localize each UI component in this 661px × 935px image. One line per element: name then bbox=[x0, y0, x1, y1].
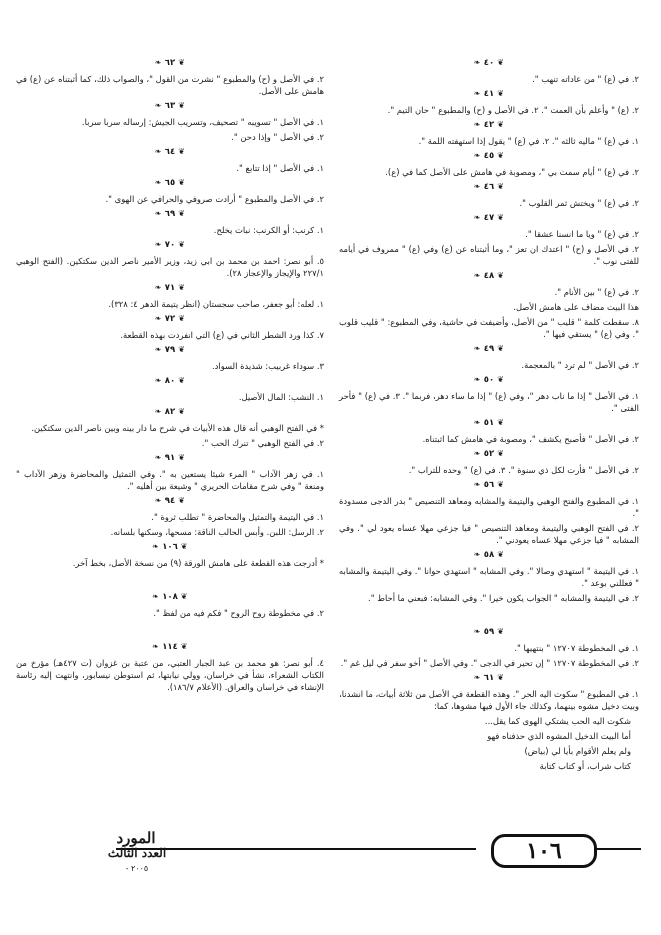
poem-number-marker bbox=[339, 479, 639, 491]
ornament-icon: ❦ bbox=[497, 151, 505, 160]
footnote: ٢. في (ع) " ويا ما انسنا عشقا ". bbox=[525, 229, 639, 239]
poem-number: ١٠٦ bbox=[162, 542, 178, 552]
footnote: ١. في اليتيمة والتمثيل والمحاضرة " تطلب ثروة ". bbox=[151, 512, 324, 522]
footnote: ٢. في الأصل " فأصبح يكشف "، ومصوبة في هامش كما اثبتناه. bbox=[422, 434, 639, 444]
poem-number-marker bbox=[339, 181, 639, 193]
ornament-icon: ❦ bbox=[497, 418, 505, 427]
poem-number-marker bbox=[339, 150, 639, 162]
poem-number: ٤١ bbox=[483, 89, 495, 99]
poem-number: ٦١ bbox=[483, 673, 495, 683]
footnotes-left-column bbox=[16, 54, 324, 696]
spacer bbox=[16, 572, 324, 588]
poem-number: ٦٥ bbox=[164, 178, 176, 188]
footnote: ١. في الأصل " تسويبه " تصحيف، وتسريب الجيش: إرساله سربا سربا. bbox=[81, 117, 324, 127]
footnote: ٢. في (ع) " أيام سمت بي "، ومصوبة في هامش على الأصل كما في (ع). bbox=[385, 167, 639, 177]
ornament-icon: ❦ bbox=[497, 550, 505, 559]
ornament-icon: ❧ bbox=[473, 120, 481, 129]
footnote: ٣. سوداء غربيب: شديدة السواد. bbox=[212, 361, 324, 371]
ornament-icon: ❧ bbox=[473, 550, 481, 559]
footnote: ٢. في المخطوطة ١٢٧٠٧ " إن تحير في الدجى ". وفي الأصل " أخو سفر في ليل غم ". bbox=[340, 658, 639, 668]
footnote: ٢. في الأصل " فأرت لكل ذي سنوة ". ٣. في (ع) " وحده للتراب ". bbox=[408, 465, 639, 475]
ornament-icon: ❧ bbox=[154, 496, 162, 505]
ornament-icon: ❦ bbox=[178, 283, 186, 292]
poem-number-marker bbox=[16, 344, 324, 356]
footnote: ١. النشب: المال الأصيل. bbox=[238, 392, 324, 402]
ornament-icon: ❧ bbox=[473, 182, 481, 191]
ornament-icon: ❧ bbox=[154, 209, 162, 218]
ornament-icon: ❧ bbox=[473, 627, 481, 636]
ornament-icon: ❦ bbox=[497, 120, 505, 129]
ornament-icon: ❦ bbox=[180, 542, 188, 551]
journal-title: المورد bbox=[116, 829, 156, 847]
poem-number-marker bbox=[16, 146, 324, 158]
poem-number-marker bbox=[16, 375, 324, 387]
poem-number-marker bbox=[16, 591, 324, 603]
ornament-icon: ❦ bbox=[178, 345, 186, 354]
ornament-icon: ❧ bbox=[473, 271, 481, 280]
footnote: ٢. في الفتح الوهبي " تنرك الحب ". bbox=[201, 438, 324, 448]
footnote: ١. في الأصل " إذا ما ناب دهر "، وفي (ع) " إذا ما ساء دهر، فربما ". ٣. في (ع) " فأحر الفتى ". bbox=[339, 391, 639, 413]
ornament-icon: ❦ bbox=[497, 375, 505, 384]
footnote: ٢. في (ع) " من عاداته تنهب ". bbox=[532, 74, 639, 84]
poem-number: ٥٢ bbox=[483, 449, 495, 459]
poem-number-marker bbox=[339, 343, 639, 355]
footnote: ١. كرنب: أو الكرنب: نبات يخلح. bbox=[213, 225, 324, 235]
ornament-icon: ❦ bbox=[178, 453, 186, 462]
spacer bbox=[16, 622, 324, 638]
poem-number: ٧٩ bbox=[164, 345, 176, 355]
poem-number-marker bbox=[339, 119, 639, 131]
poem-number: ٤٥ bbox=[483, 151, 495, 161]
ornament-icon: ❧ bbox=[473, 213, 481, 222]
ornament-icon: ❧ bbox=[154, 453, 162, 462]
footnote: ٨. سقطت كلمة " قليب " من الأصل، وأضيفت في حاشية، وفي المطبوع: " قليب قلوب ". وفي (ع) " يستقي فيها ". bbox=[339, 317, 639, 339]
ornament-icon: ❧ bbox=[154, 147, 162, 156]
footnote: ٢. في (ع) " بين الأنام ". bbox=[554, 287, 639, 297]
ornament-icon: ❦ bbox=[178, 240, 186, 249]
footnote: ١. في الأصل " إذا تتابع ". bbox=[236, 163, 324, 173]
ornament-icon: ❧ bbox=[154, 376, 162, 385]
ornament-icon: ❧ bbox=[473, 58, 481, 67]
ornament-icon: ❧ bbox=[154, 58, 162, 67]
ornament-icon: ❧ bbox=[154, 314, 162, 323]
ornament-icon: ❦ bbox=[497, 449, 505, 458]
footnote: ١. في المطبوع والفتح الوهبي واليتيمة والمشابه ومعاهد التنصيص " بدر الدجى مسدودة ". bbox=[339, 496, 639, 518]
ornament-icon: ❧ bbox=[473, 151, 481, 160]
ornament-icon: ❦ bbox=[178, 209, 186, 218]
ornament-icon: ❦ bbox=[178, 178, 186, 187]
poem-number: ٧١ bbox=[164, 283, 176, 293]
ornament-icon: ❦ bbox=[497, 58, 505, 67]
poem-number: ٥١ bbox=[483, 418, 495, 428]
footnote: ١. في اليتيمة " استهدي وصالا ". وفي المشابه " استهدي حوانا ". وفي اليتيمة والمشابه " فعللني بوعد ". bbox=[339, 566, 639, 588]
ornament-icon: ❦ bbox=[178, 101, 186, 110]
footnote: ٢. في الأصل " لم ترد " بالمعجمة. bbox=[521, 360, 639, 370]
poem-number: ٥٠ bbox=[483, 375, 495, 385]
ornament-icon: ❦ bbox=[180, 592, 188, 601]
poem-number: ١١٤ bbox=[162, 642, 178, 652]
poem-number-marker bbox=[339, 270, 639, 282]
poem-number: ٤٨ bbox=[483, 271, 495, 281]
poem-number-marker bbox=[339, 672, 639, 684]
ornament-icon: ❦ bbox=[497, 271, 505, 280]
footnote: هذا البيت مضاف على هامش الأصل. bbox=[513, 302, 639, 312]
footnote: ٢. في (ع) " ويختش ثمر القلوب ". bbox=[519, 198, 639, 208]
footnote: ٢. في الأصل والمطبوع " أرادت صروفي والحرافي عن الهوى ". bbox=[105, 194, 324, 204]
poem-number: ٦٤ bbox=[164, 147, 176, 157]
footnote: ٢. في اليتيمة والمشابه " الجواب يكون خيرا ". وفي المشابه: فبعني ما أحاط ". bbox=[368, 593, 639, 603]
ornament-icon: ❧ bbox=[473, 480, 481, 489]
poem-number: ٩١ bbox=[164, 453, 176, 463]
ornament-icon: ❧ bbox=[473, 449, 481, 458]
ornament-icon: ❧ bbox=[473, 673, 481, 682]
poem-number: ٤٦ bbox=[483, 182, 495, 192]
ornament-icon: ❦ bbox=[178, 58, 186, 67]
footnote: ٢. في مخطوطة روح الروح " فكم فيه من لفظ ". bbox=[153, 608, 324, 618]
poem-number-marker bbox=[339, 374, 639, 386]
poem-number-marker bbox=[16, 495, 324, 507]
ornament-icon: ❦ bbox=[497, 344, 505, 353]
ornament-icon: ❦ bbox=[497, 673, 505, 682]
footnote: ٢. في الأصل " وإذا دحن ". bbox=[231, 132, 324, 142]
poem-number-marker bbox=[16, 406, 324, 418]
ornament-icon: ❦ bbox=[178, 314, 186, 323]
poem-number: ٦٢ bbox=[164, 58, 176, 68]
poem-number: ٧٠ bbox=[164, 240, 176, 250]
ornament-icon: ❦ bbox=[497, 627, 505, 636]
journal-issue bbox=[92, 846, 182, 876]
footnote: شكوت اليه الحب يشتكي الهوى كما يقل... bbox=[484, 716, 631, 726]
footnote: * في الفتح الوهبي أنه قال هذه الأبيات في شرح ما دار بينه وبين ناصر الدين سكتكين. bbox=[31, 423, 324, 433]
poem-number-marker bbox=[339, 549, 639, 561]
poem-number-marker bbox=[16, 100, 324, 112]
poem-number: ٦٣ bbox=[164, 101, 176, 111]
footnote: ٧. كذا ورد الشطر الثاني في (ع) التي انفردت بهذه القطعة. bbox=[120, 330, 324, 340]
poem-number: ٤٧ bbox=[483, 213, 495, 223]
poem-number-marker bbox=[339, 448, 639, 460]
ornament-icon: ❦ bbox=[497, 182, 505, 191]
footnote: ٤. أبو نصر: هو محمد بن عبد الجبار العتبي، من عتبة بن غزوان (ت ٤٢٧هـ) مؤرخ من الكتاب الشعراء، نشأ في خراسان، وولي نيابتها، ثم استوطن نيسابور، وانتهت إليه رئاسة الإنشاء في خراسان والعراق. (الأعلام ١٨٦/٧). bbox=[16, 658, 324, 692]
ornament-icon: ❧ bbox=[152, 542, 160, 551]
journal-name bbox=[96, 830, 176, 846]
footnote: ٥. أبو نصر: احمد بن محمد بن ابي زيد، وزير الأمير ناصر الدين سكتكين. (الفتح الوهبي ٢٢٧/١ والإيجاز والإعجاز ٢٨). bbox=[16, 256, 324, 278]
poem-number: ٥٩ bbox=[483, 627, 495, 637]
ornament-icon: ❦ bbox=[178, 496, 186, 505]
poem-number-marker bbox=[339, 57, 639, 69]
footnote: ٢. في الفتح الوهبي واليتيمة ومعاهد التنصيص " فيا جزعي مهلا عساه يعود لي ". وفي المشابه " فيا جزعي مهلا عساه يعودني ". bbox=[339, 523, 639, 545]
poem-number: ٨٢ bbox=[164, 407, 176, 417]
ornament-icon: ❦ bbox=[497, 89, 505, 98]
ornament-icon: ❧ bbox=[152, 642, 160, 651]
poem-number: ١٠٨ bbox=[162, 592, 178, 602]
ornament-icon: ❧ bbox=[154, 345, 162, 354]
footnote: كتاب شراب، أو كتاب كتابة bbox=[539, 761, 631, 771]
poem-number-marker bbox=[339, 212, 639, 224]
poem-number: ٥٦ bbox=[483, 480, 495, 490]
ornament-icon: ❧ bbox=[154, 407, 162, 416]
ornament-icon: ❧ bbox=[152, 592, 160, 601]
ornament-icon: ❦ bbox=[178, 376, 186, 385]
ornament-icon: ❧ bbox=[473, 89, 481, 98]
footer-rule-end bbox=[597, 848, 641, 850]
poem-number: ٥٨ bbox=[483, 550, 495, 560]
footnote: ٢. (ع) " وأعلم بأن العمت ". ٢. في الأصل و (ح) والمطبوع " حان التيم ". bbox=[387, 105, 639, 115]
poem-number-marker bbox=[16, 452, 324, 464]
poem-number-marker bbox=[16, 313, 324, 325]
footnote: ١. لعله: أبو جعفر، صاحب سجستان (انظر يتيمة الدهر ٤: ٣٢٨). bbox=[108, 299, 324, 309]
ornament-icon: ❦ bbox=[178, 147, 186, 156]
ornament-icon: ❧ bbox=[154, 283, 162, 292]
footnote: ١. في المخطوطة ١٢٧٠٧ " بنتهيها ". bbox=[514, 643, 639, 653]
footnote: أما البيت الدخيل المشوه الذي حذفناه فهو bbox=[487, 731, 631, 741]
ornament-icon: ❧ bbox=[473, 418, 481, 427]
ornament-icon: ❧ bbox=[154, 178, 162, 187]
poem-number-marker bbox=[339, 626, 639, 638]
ornament-icon: ❦ bbox=[180, 642, 188, 651]
ornament-icon: ❧ bbox=[154, 101, 162, 110]
footnote: ١. في زهر الآداب " المرء شيئا يستعين به ". وفي التمثيل والمحاضرة وزهر الآداب " ومنعة " وفي شرح مقامات الحريري " وشيعة بين أهليه ". bbox=[16, 469, 324, 491]
poem-number-marker bbox=[339, 417, 639, 429]
ornament-icon: ❦ bbox=[497, 480, 505, 489]
ornament-icon: ❧ bbox=[473, 375, 481, 384]
ornament-icon: ❧ bbox=[154, 240, 162, 249]
poem-number-marker bbox=[16, 282, 324, 294]
footnote: ولم يعلم الأقوام بأيا لي (بياض) bbox=[524, 746, 631, 756]
poem-number-marker bbox=[16, 208, 324, 220]
poem-number: ٤٢ bbox=[483, 120, 495, 130]
page-number: ١٠٦ bbox=[491, 834, 597, 868]
ornament-icon: ❦ bbox=[178, 407, 186, 416]
poem-number-marker bbox=[16, 177, 324, 189]
poem-number: ٤٩ bbox=[483, 344, 495, 354]
spacer bbox=[339, 607, 639, 623]
poem-number: ٤٠ bbox=[483, 58, 495, 68]
poem-number-marker bbox=[16, 57, 324, 69]
poem-number: ٩٤ bbox=[164, 496, 176, 506]
ornament-icon: ❦ bbox=[497, 213, 505, 222]
poem-number: ٨٠ bbox=[164, 376, 176, 386]
issue-label: العدد الثالث bbox=[107, 846, 167, 860]
footnote: ٢. في الأصل و (ح) " اعتدك ان تعز "، وما أثبتناه عن (ع) وفي (ع) " ممروف في أيامه للفتى نوب ". bbox=[339, 244, 639, 266]
poem-number: ٦٩ bbox=[164, 209, 176, 219]
poem-number-marker bbox=[339, 88, 639, 100]
issue-year: ٢٠٠٥ - bbox=[125, 864, 149, 873]
footnote: ١. في المطبوع " سكوت اليه الحر ". وهذه القطعة في الأصل من ثلاثة أبيات، ما انشدنا، وبيت دخيل مشوه بينهما، وكذلك جاء الأول فيها مشوها، كما: bbox=[339, 689, 639, 711]
poem-number-marker bbox=[16, 641, 324, 653]
footnote: ٢. في الأصل و (ح) والمطبوع " نشرت من القول "، والصواب ذلك، كما أثبتناه عن (ع) في هامش على الأصل. bbox=[16, 74, 324, 96]
poem-number-marker bbox=[16, 239, 324, 251]
poem-number: ٧٢ bbox=[164, 314, 176, 324]
ornament-icon: ❧ bbox=[473, 344, 481, 353]
footnote: ١. في (ع) " ماليه ثالثه ". ٢. في (ع) " يقول إذا استهفته اللمة ". bbox=[418, 136, 639, 146]
poem-number-marker bbox=[16, 541, 324, 553]
footnote: ٢. الرسل: اللبن. وأبس الحالب الناقة: مسحها، وسكنها بلسانه. bbox=[110, 527, 324, 537]
footnote: * أدرجت هذه القطعة على هامش الورقة (٩) من نسخة الأصل، بخط آخر. bbox=[72, 558, 324, 568]
footnotes-right-column bbox=[339, 54, 639, 775]
